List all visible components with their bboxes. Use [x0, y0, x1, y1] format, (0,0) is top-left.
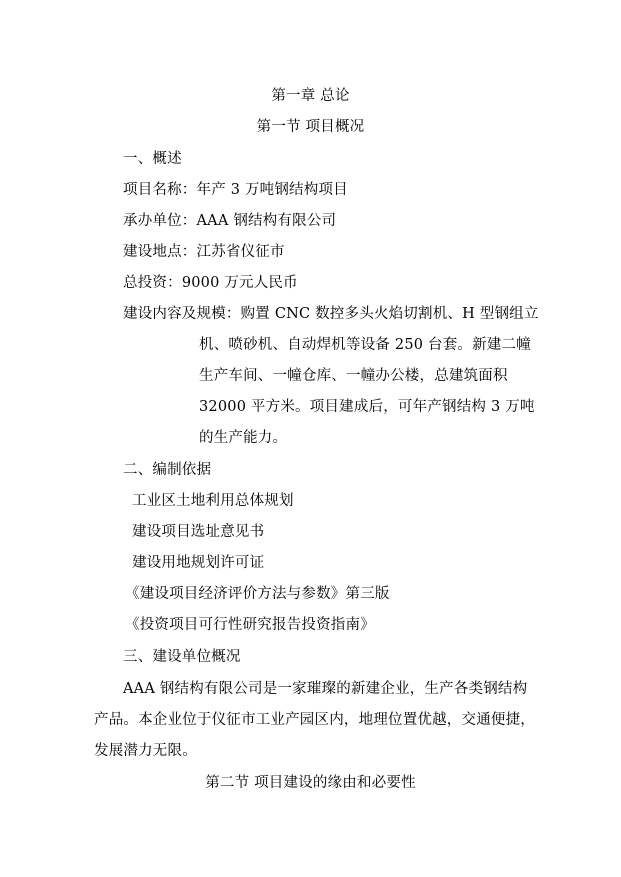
investment-label: 总投资：: [123, 275, 182, 291]
basis-item: 建设用地规划许可证: [132, 555, 265, 571]
location-row: [123, 242, 285, 262]
investment-value: 9000 万元人民币: [181, 275, 298, 291]
scope-line-4: 32000 平方米。项目建成后，可年产钢结构 3 万吨: [199, 399, 535, 415]
location-label: 建设地点：: [123, 244, 197, 260]
overview-heading: 一、概述: [123, 151, 182, 167]
project-name-row: [123, 180, 348, 200]
undertaker-value: AAA 钢结构有限公司: [196, 213, 337, 229]
scope-line-3: 生产车间、一幢仓库、一幢办公楼，总建筑面积: [199, 368, 508, 384]
basis-heading: 二、编制依据: [123, 462, 212, 478]
unit-paragraph-line-3: 发展潜力无限。: [94, 743, 197, 759]
basis-item: 工业区土地利用总体规划: [132, 493, 294, 509]
basis-item: 《投资项目可行性研究报告投资指南》: [125, 617, 375, 633]
scope-line-5: 的生产能力。: [199, 430, 288, 446]
project-name-label: 项目名称：: [123, 182, 197, 198]
section-title-1: 第一节 项目概况: [256, 119, 365, 135]
scope-line-1: 购置 CNC 数控多头火焰切割机、H 型钢组立: [240, 306, 539, 322]
basis-item: 《建设项目经济评价方法与参数》第三版: [125, 586, 390, 602]
scope-row: [123, 304, 539, 324]
unit-paragraph-line-2: 产品。本企业位于仪征市工业产园区内，地理位置优越，交通便捷，: [94, 712, 535, 728]
investment-row: [123, 273, 298, 293]
undertaker-label: 承办单位：: [123, 213, 197, 229]
unit-heading: 三、建设单位概况: [123, 649, 241, 665]
chapter-title: 第一章 总论: [271, 88, 350, 104]
scope-line-2: 机、喷砂机、自动焊机等设备 250 台套。新建二幢: [199, 337, 531, 353]
undertaker-row: [123, 211, 336, 231]
project-name-value: 年产 3 万吨钢结构项目: [196, 182, 348, 198]
scope-label: 建设内容及规模：: [123, 306, 241, 322]
basis-item: 建设项目选址意见书: [132, 524, 265, 540]
section-title-2: 第二节 项目建设的缘由和必要性: [205, 775, 416, 791]
unit-paragraph-line-1: AAA 钢结构有限公司是一家璀璨的新建企业，生产各类钢结构: [123, 681, 528, 697]
location-value: 江苏省仪征市: [196, 244, 285, 260]
